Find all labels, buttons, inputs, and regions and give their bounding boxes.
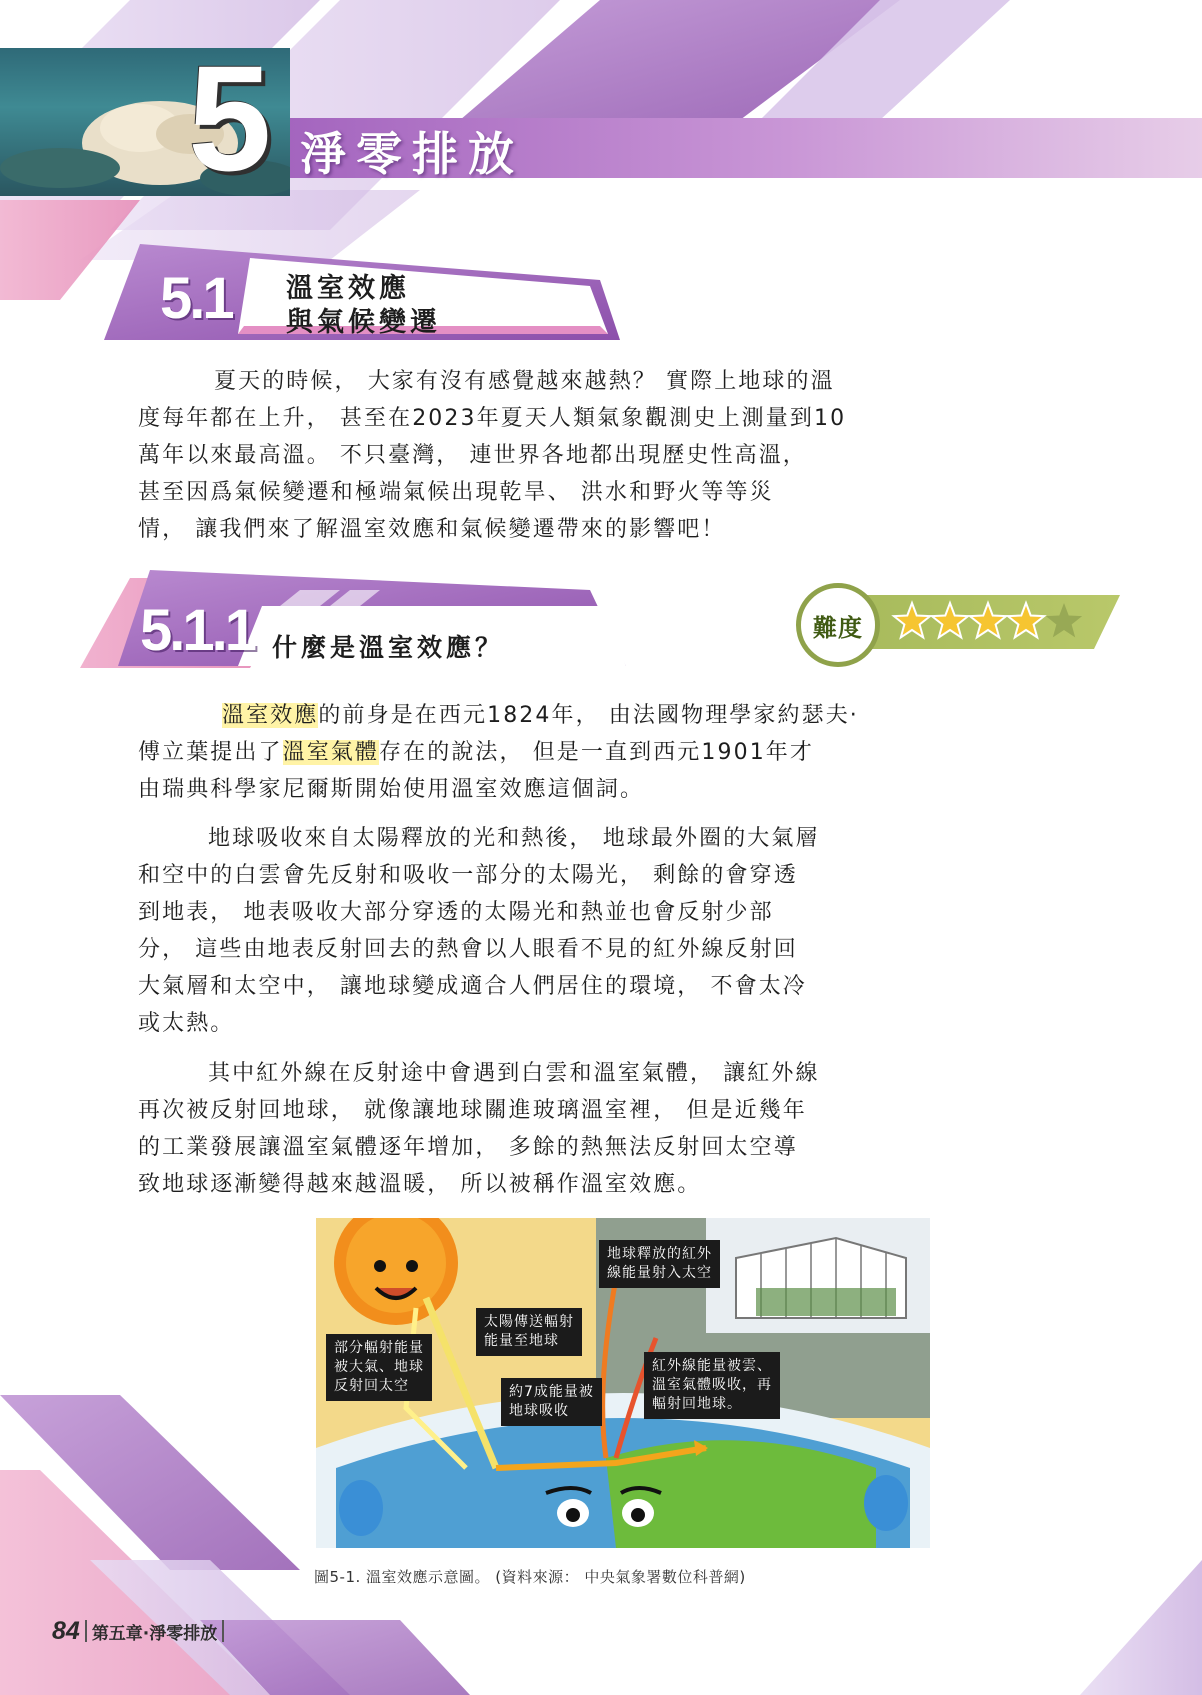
paragraph-text: 的前身是在西元1824年， 由法國物理學家約瑟夫· bbox=[318, 703, 859, 728]
callout-infrared-out bbox=[599, 1240, 720, 1288]
chapter-number: 5 bbox=[188, 34, 268, 202]
paragraph-line: 其中紅外線在反射途中會遇到白雲和溫室氣體， 讓紅外線 bbox=[208, 1061, 820, 1086]
paragraph-line: 再次被反射回地球， 就像讓地球關進玻璃溫室裡， 但是近幾年 bbox=[138, 1098, 807, 1123]
intro-line: 情， 讓我們來了解溫室效應和氣候變遷帶來的影響吧！ bbox=[138, 517, 726, 542]
star-empty-icon bbox=[1046, 603, 1082, 637]
difficulty-badge bbox=[796, 583, 880, 667]
paragraph-line: 到地表， 地表吸收大部分穿透的太陽光和熱並也會反射少部 bbox=[138, 900, 774, 925]
callout-line: 被大氣、地球 bbox=[334, 1359, 424, 1375]
star-filled-icon bbox=[1008, 603, 1044, 637]
star-filled-icon bbox=[932, 603, 968, 637]
intro-paragraph bbox=[138, 363, 1106, 548]
section-number: 5.1 bbox=[160, 266, 232, 331]
callout-line: 能量至地球 bbox=[484, 1333, 559, 1349]
callout-line: 部分輻射能量 bbox=[334, 1340, 424, 1356]
figure-caption: 圖5-1. 溫室效應示意圖。 (資料來源： 中央氣象署數位科普網) bbox=[314, 1568, 746, 1586]
intro-line: 度每年都在上升， 甚至在2023年夏天人類氣象觀測史上測量到10 bbox=[138, 406, 847, 431]
callout-reabsorbed bbox=[644, 1352, 780, 1419]
paragraph-line: 或太熱。 bbox=[138, 1011, 235, 1036]
intro-line: 甚至因爲氣候變遷和極端氣候出現乾旱、 洪水和野火等等災 bbox=[138, 480, 774, 505]
highlight-greenhouse-gas: 溫室氣體 bbox=[282, 740, 380, 765]
paragraph-line: 的工業發展讓溫室氣體逐年增加， 多餘的熱無法反射回太空導 bbox=[138, 1135, 798, 1160]
subsection-number: 5.1.1 bbox=[140, 598, 254, 663]
callout-line: 紅外線能量被雲、 bbox=[652, 1358, 772, 1374]
paragraph-line: 分， 這些由地表反射回去的熱會以人眼看不見的紅外線反射回 bbox=[138, 937, 798, 962]
intro-line: 夏天的時候， 大家有沒有感覺越來越熱？ 實際上地球的溫 bbox=[214, 369, 835, 394]
callout-line: 輻射回地球。 bbox=[652, 1396, 742, 1412]
callout-reflected bbox=[326, 1334, 432, 1401]
footer-chapter-label: 第五章·淨零排放 bbox=[91, 1624, 218, 1644]
star-filled-icon bbox=[970, 603, 1006, 637]
paragraph-line: 大氣層和太空中， 讓地球變成適合人們居住的環境， 不會太冷 bbox=[138, 974, 807, 999]
callout-line: 約7成能量被 bbox=[509, 1384, 594, 1400]
star-filled-icon bbox=[894, 603, 930, 637]
difficulty-label: 難度 bbox=[813, 613, 863, 642]
page-number: 84 bbox=[52, 1617, 80, 1645]
greenhouse-effect-figure bbox=[316, 1218, 930, 1548]
highlight-greenhouse-effect: 溫室效應 bbox=[222, 703, 319, 728]
callout-line: 溫室氣體吸收，再 bbox=[652, 1377, 772, 1393]
paragraph-text: 由瑞典科學家尼爾斯開始使用溫室效應這個詞。 bbox=[138, 777, 645, 802]
footer-divider bbox=[222, 1620, 224, 1642]
paragraph-line: 致地球逐漸變得越來越溫暖， 所以被稱作溫室效應。 bbox=[138, 1172, 702, 1197]
callout-line: 地球釋放的紅外 bbox=[607, 1246, 712, 1262]
callout-sun-radiation bbox=[476, 1308, 582, 1356]
paragraph-mechanism bbox=[138, 820, 1106, 1042]
subsection-title: 什麼是溫室效應？ bbox=[272, 633, 505, 662]
page-footer bbox=[52, 1617, 229, 1646]
paragraph-warming bbox=[138, 1055, 1106, 1203]
callout-line: 反射回太空 bbox=[334, 1378, 409, 1394]
paragraph-text: 傅立葉提出了 bbox=[138, 740, 283, 765]
paragraph-text: 存在的說法， 但是一直到西元1901年才 bbox=[379, 740, 814, 765]
section-title-line1: 溫室效應 bbox=[286, 273, 410, 304]
difficulty-stars bbox=[890, 598, 1090, 646]
intro-line: 萬年以來最高溫。 不只臺灣， 連世界各地都出現歷史性高溫， bbox=[138, 443, 807, 468]
callout-line: 線能量射入太空 bbox=[607, 1265, 712, 1281]
section-title-line2: 與氣候變遷 bbox=[286, 307, 441, 338]
callout-line: 太陽傳送輻射 bbox=[484, 1314, 574, 1330]
paragraph-definition bbox=[138, 697, 1106, 808]
callout-absorbed bbox=[501, 1378, 602, 1426]
footer-divider bbox=[85, 1620, 87, 1642]
paragraph-line: 和空中的白雲會先反射和吸收一部分的太陽光， 剩餘的會穿透 bbox=[138, 863, 798, 888]
callout-line: 地球吸收 bbox=[509, 1403, 569, 1419]
paragraph-line: 地球吸收來自太陽釋放的光和熱後， 地球最外圈的大氣層 bbox=[208, 826, 820, 851]
chapter-title: 淨零排放 bbox=[300, 127, 524, 181]
